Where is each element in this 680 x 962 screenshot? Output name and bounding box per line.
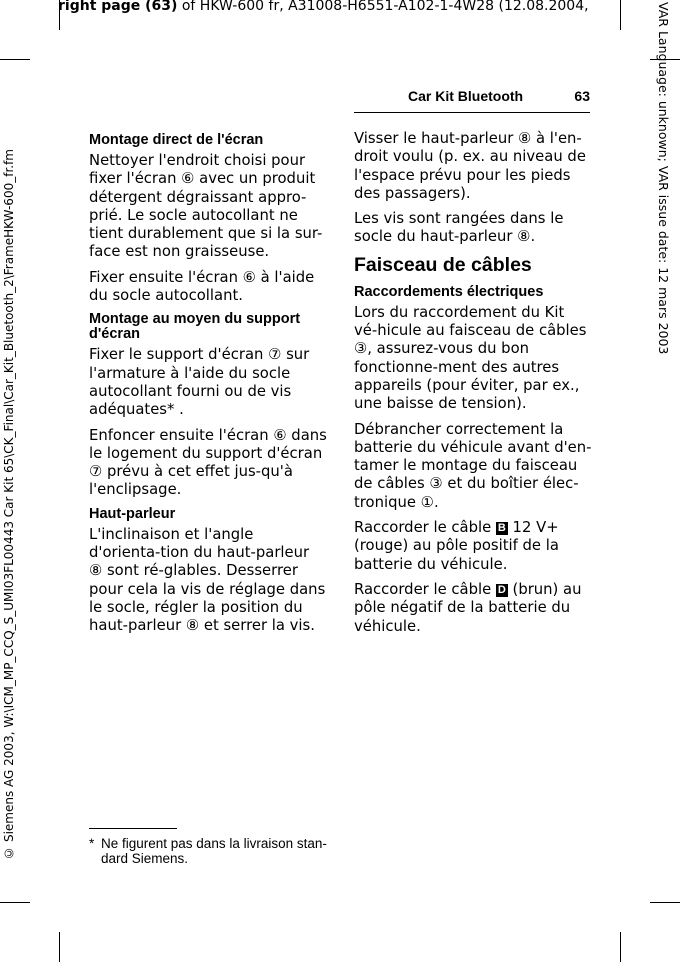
production-info-line xyxy=(58,0,638,14)
paragraph: Visser le haut-parleur ⑧ à l'en-droit voulu (p. ex. au niveau de l'espace prévu pour les pieds des passagers). xyxy=(354,130,586,202)
heading-haut-parleur: Haut-parleur xyxy=(89,505,176,522)
text: 12 V+ (rouge) au pôle positif de la batterie du véhicule. xyxy=(354,519,559,573)
page-ref: right page (63) xyxy=(58,0,178,14)
paragraph-cable-b xyxy=(354,519,592,574)
side-note-right xyxy=(650,0,680,420)
paragraph: Lors du raccordement du Kit vé-hicule au faisceau de câbles ③, assurez-vous du bon fonctionne-ment des autres appareils (pour éviter, par ex., une baisse de tension). xyxy=(354,303,587,413)
text: (brun) au pôle négatif de la batterie du véhicule. xyxy=(354,580,582,635)
file-path-note: © Siemens AG 2003, W:\ICM_MP_CCQ_S_UMI03FL00443 Car Kit 65\CK_Final\Car_Kit_Bluetooth_2\FrameHKW-600_fr.fm xyxy=(2,149,16,860)
crop-mark xyxy=(0,59,30,60)
crop-mark xyxy=(0,902,30,903)
cable-label-d: D xyxy=(497,583,506,596)
paragraph: Fixer ensuite l'écran ⑥ à l'aide du socle autocollant. xyxy=(89,268,315,305)
footnote-marker: * xyxy=(89,836,95,851)
crop-mark xyxy=(650,902,680,903)
text: Raccorder le câble xyxy=(354,519,496,537)
language-note: VAR Language: unknown; VAR issue date: 12 mars 2003 xyxy=(656,2,671,355)
footnote-text: Ne figurent pas dans la livraison stan-dard Siemens. xyxy=(101,836,327,866)
heading-montage-support: Montage au moyen du support d'écran xyxy=(89,311,301,343)
running-head-title: Car Kit Bluetooth xyxy=(408,88,524,104)
crop-mark xyxy=(59,932,60,962)
footnote xyxy=(89,836,329,866)
paragraph-cable-d xyxy=(354,581,592,636)
paragraph: Nettoyer l'endroit choisi pour fixer l'écran ⑥ avec un produit détergent dégraissant appro-prié. Le socle autocollant ne tient durablement que si la sur-face est non graisseuse. xyxy=(89,152,323,261)
paragraph: Les vis sont rangées dans le socle du haut-parleur ⑧. xyxy=(354,210,564,246)
heading-montage-direct: Montage direct de l'écran xyxy=(89,132,264,148)
crop-mark xyxy=(620,932,621,962)
cable-label-b: B xyxy=(497,522,506,535)
paragraph: Débrancher correctement la batterie du véhicule avant d'en-tamer le montage du faisceau de câbles ③ et du boîtier élec-tronique ①. xyxy=(354,420,592,511)
header-rule xyxy=(354,112,590,113)
running-head xyxy=(354,88,590,110)
right-column xyxy=(354,130,592,643)
text: Raccorder le câble xyxy=(354,580,496,598)
paragraph: Enfoncer ensuite l'écran ⑥ dans le logement du support d'écran ⑦ prévu à cet effet jus-qu'à l'enclipsage. xyxy=(89,426,327,499)
left-column xyxy=(89,128,327,643)
document-ref: of HKW-600 fr, A31008-H6551-A102-1-4W28 (12.08.2004, xyxy=(177,0,589,14)
paragraph: L'inclinaison et l'angle d'orienta-tion du haut-parleur ⑧ sont ré-glables. Desserrer pour cela la vis de réglage dans le socle, régler la position du haut-parleur ⑧ et serrer la vis. xyxy=(89,525,326,635)
paragraph: Fixer le support d'écran ⑦ sur l'armature à l'aide du socle autocollant fourni ou de vis adéquates* . xyxy=(89,346,310,419)
heading-raccordements: Raccordements électriques xyxy=(354,283,544,300)
section-title-faisceau: Faisceau de câbles xyxy=(354,253,532,276)
side-note-left xyxy=(0,70,22,860)
page-number: 63 xyxy=(574,88,590,104)
footnote-rule xyxy=(89,828,177,829)
